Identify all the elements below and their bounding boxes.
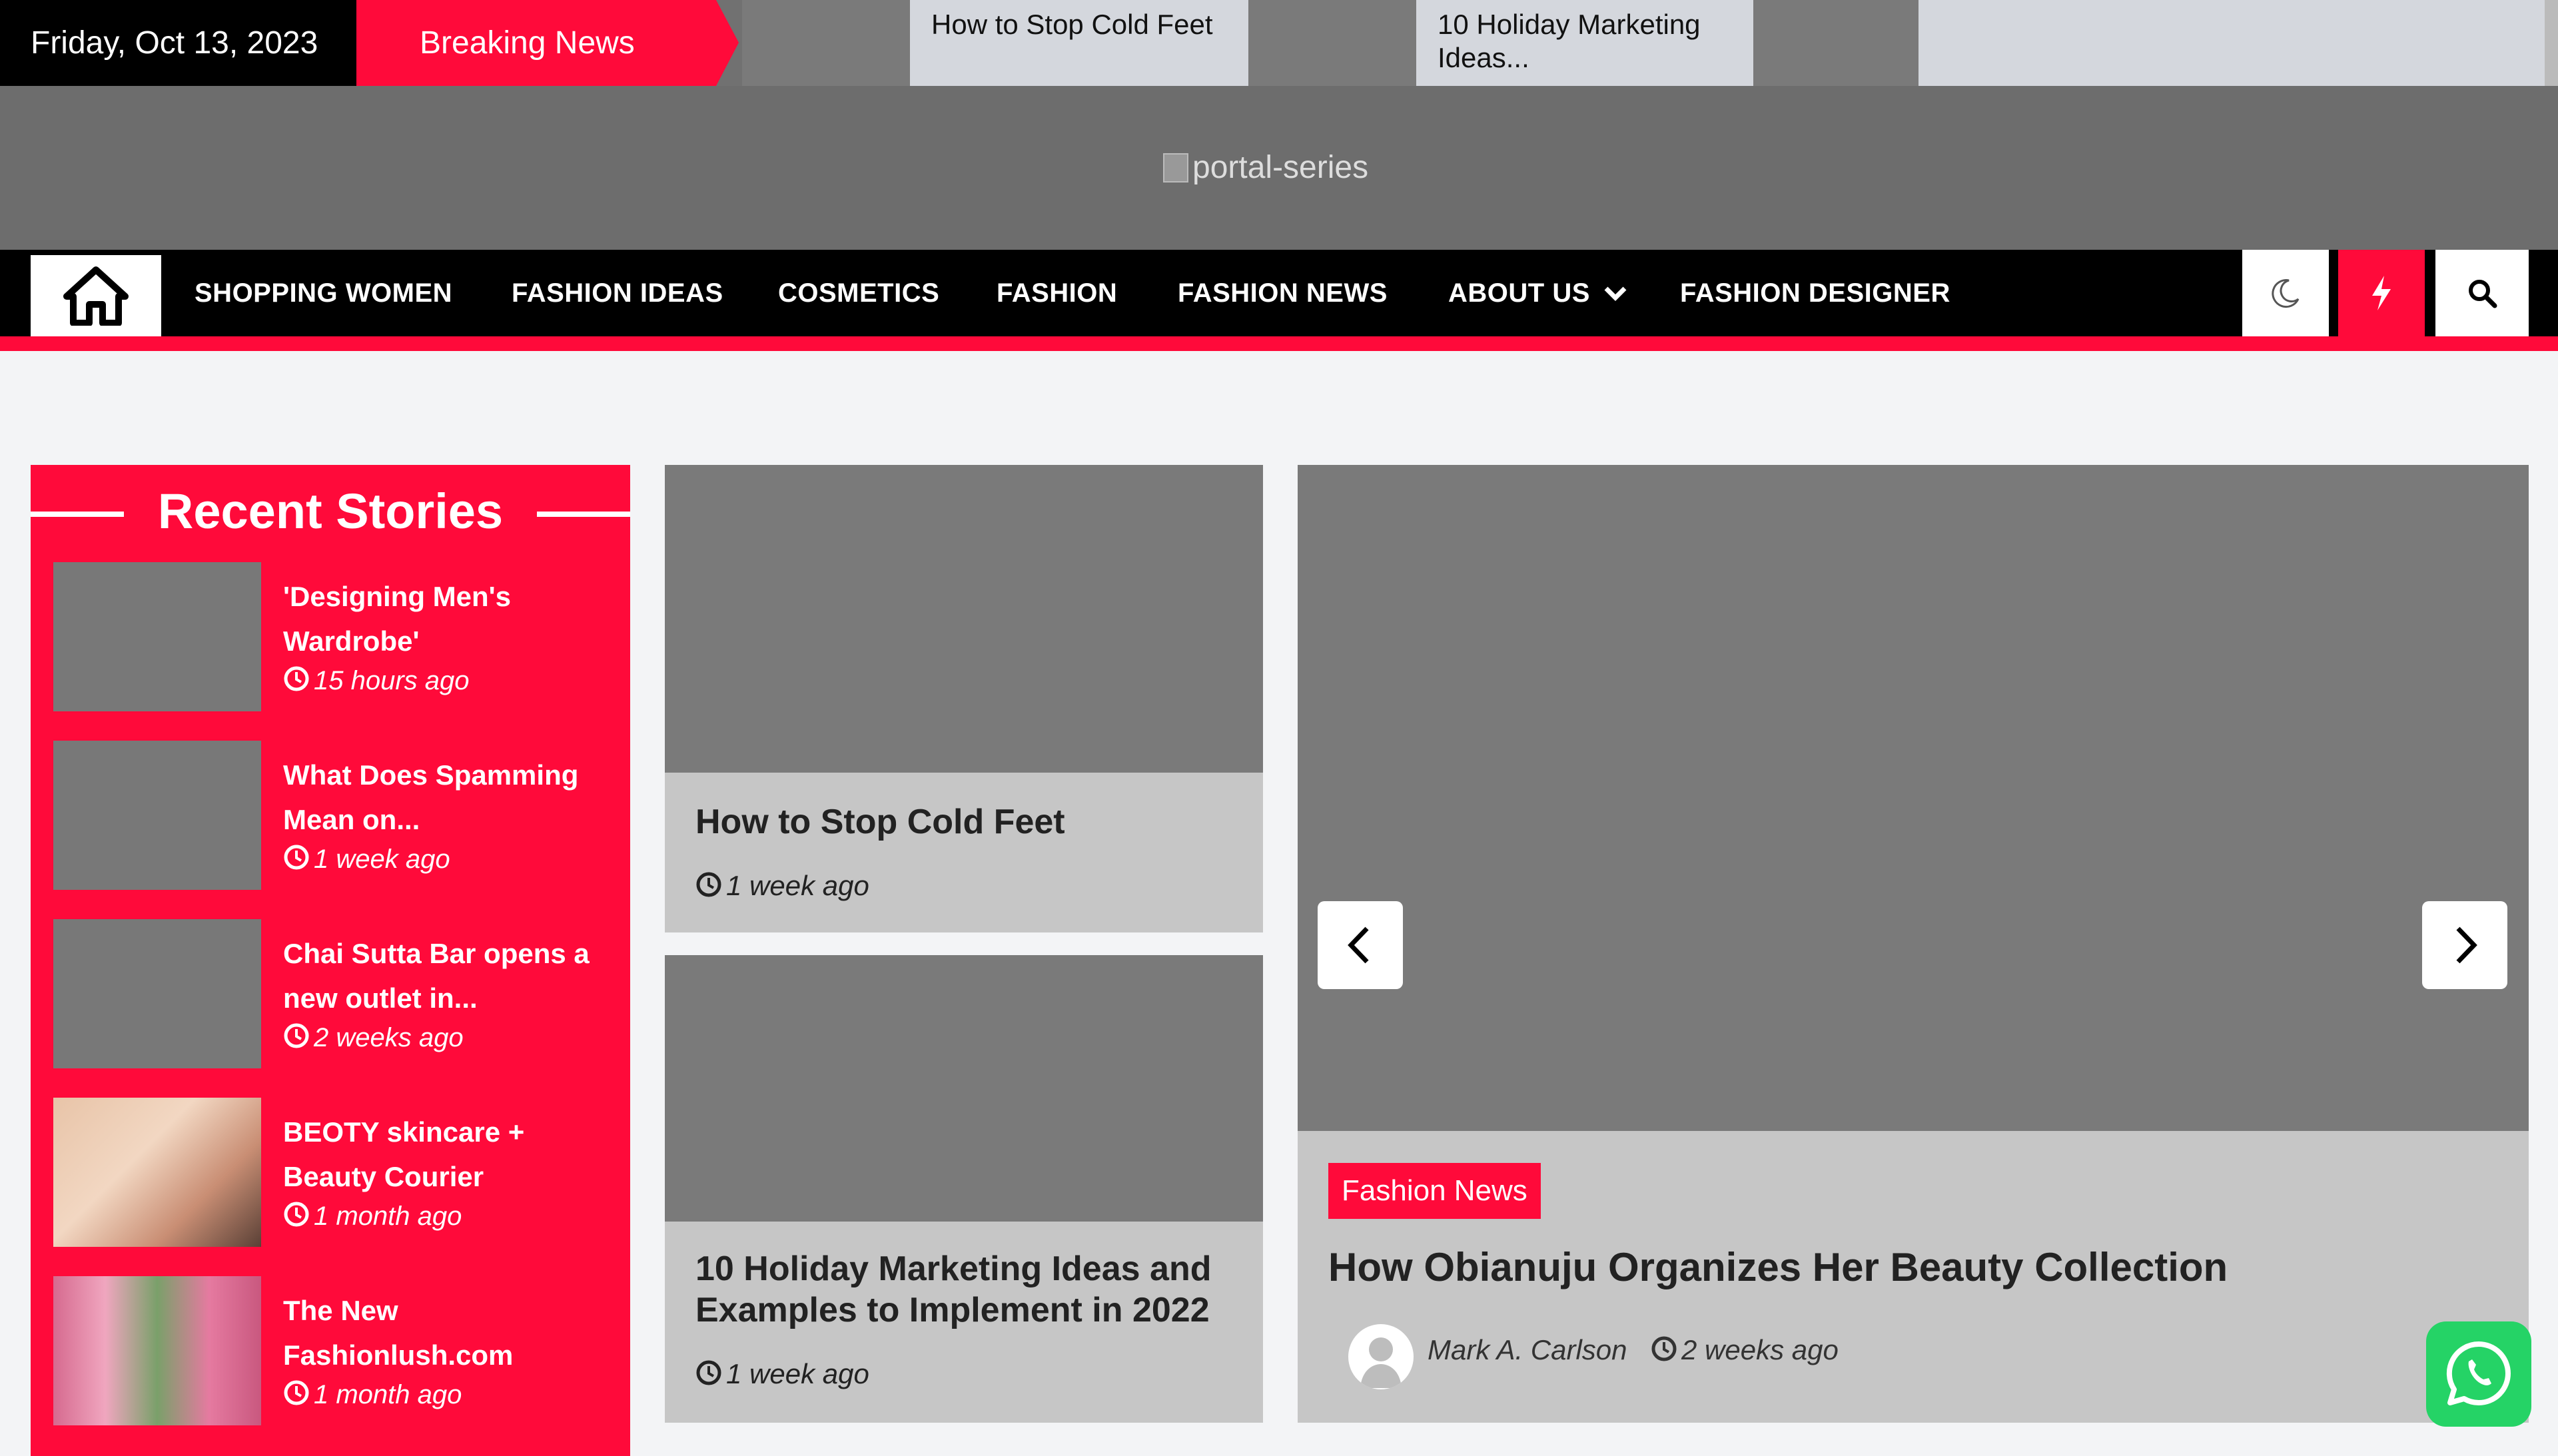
story-time-text: 1 month ago — [314, 1202, 462, 1231]
story-time — [283, 665, 470, 696]
chevron-right-icon — [2445, 922, 2485, 968]
slide-time-text: 2 weeks ago — [1681, 1334, 1839, 1365]
top-bar — [0, 0, 2558, 86]
story-time-text: 2 weeks ago — [314, 1023, 464, 1052]
post-time — [695, 1358, 869, 1390]
author-name[interactable]: Mark A. Carlson — [1428, 1334, 1627, 1365]
nav-item-fashion-ideas[interactable]: FASHION IDEAS — [512, 278, 723, 308]
story-thumbnail[interactable] — [53, 919, 261, 1068]
story-title[interactable]: BEOTY skincare + Beauty Courier — [283, 1116, 525, 1192]
list-item[interactable] — [53, 919, 620, 1068]
dark-mode-toggle[interactable] — [2242, 250, 2329, 336]
clock-icon — [695, 1359, 722, 1386]
nav-item-about-us[interactable] — [1448, 250, 1629, 336]
slider-prev-button[interactable] — [1318, 901, 1403, 989]
chevron-down-icon — [1602, 283, 1629, 303]
slide-image[interactable] — [1298, 465, 2529, 1131]
story-time — [283, 1201, 462, 1232]
whatsapp-icon — [2442, 1337, 2515, 1411]
nav-accent-bar — [0, 336, 2558, 351]
slide-time — [1651, 1334, 1839, 1366]
bolt-icon — [2368, 274, 2395, 312]
clock-icon — [283, 665, 310, 692]
ticker-item[interactable]: 10 Holiday Marketing Ideas... — [1416, 0, 1753, 86]
ticker-item[interactable] — [1918, 0, 2545, 86]
clock-icon — [1651, 1335, 1677, 1362]
story-title[interactable]: The New Fashionlush.com — [283, 1295, 514, 1371]
list-item[interactable] — [53, 741, 620, 890]
nav-item-fashion-designer[interactable]: FASHION DESIGNER — [1680, 278, 1950, 308]
nav-item-fashion[interactable]: FASHION — [997, 278, 1118, 308]
nav-item-fashion-news[interactable]: FASHION NEWS — [1178, 278, 1388, 308]
clock-icon — [283, 1022, 310, 1049]
post-title[interactable]: How to Stop Cold Feet — [695, 803, 1065, 841]
story-title[interactable]: Chai Sutta Bar opens a new outlet in... — [283, 938, 590, 1014]
trending-button[interactable] — [2338, 250, 2425, 336]
post-image[interactable] — [665, 955, 1263, 1222]
site-header — [0, 86, 2558, 250]
story-title[interactable]: 'Designing Men's Wardrobe' — [283, 581, 512, 657]
recent-stories-widget — [31, 465, 630, 1456]
story-thumbnail[interactable] — [53, 1098, 261, 1247]
logo-alt-text: portal-series — [1192, 150, 1369, 185]
ticker-thumb[interactable] — [1248, 0, 1416, 86]
post-image[interactable] — [665, 465, 1263, 773]
story-time — [283, 1379, 462, 1410]
nav-item-shopping-women[interactable]: SHOPPING WOMEN — [195, 278, 453, 308]
site-logo[interactable] — [1163, 149, 1368, 186]
story-title[interactable]: What Does Spamming Mean on... — [283, 759, 579, 835]
story-thumbnail[interactable] — [53, 1276, 261, 1425]
current-date: Friday, Oct 13, 2023 — [0, 0, 356, 86]
post-time-text: 1 week ago — [726, 1358, 869, 1389]
home-button[interactable] — [31, 250, 161, 336]
nav-item-cosmetics[interactable]: COSMETICS — [778, 278, 940, 308]
post-time — [695, 870, 869, 902]
list-item[interactable] — [53, 562, 620, 711]
home-icon — [63, 266, 129, 326]
nav-item-label: ABOUT US — [1448, 278, 1590, 308]
ticker-thumb[interactable] — [742, 0, 910, 86]
post-title[interactable]: 10 Holiday Marketing Ideas and Examples to Implement in 2022 — [695, 1250, 1212, 1329]
main-navigation — [0, 250, 2558, 336]
moon-icon — [2269, 276, 2302, 310]
featured-slider — [1298, 465, 2529, 1423]
clock-icon — [283, 1379, 310, 1406]
chevron-left-icon — [1340, 922, 1380, 968]
search-icon — [2465, 276, 2499, 310]
broken-image-icon — [1163, 153, 1188, 182]
story-time — [283, 1022, 464, 1053]
list-item[interactable] — [53, 1276, 620, 1425]
whatsapp-button[interactable] — [2426, 1321, 2531, 1427]
ticker-item[interactable]: How to Stop Cold Feet — [910, 0, 1248, 86]
story-thumbnail[interactable] — [53, 741, 261, 890]
category-badge[interactable]: Fashion News — [1328, 1163, 1541, 1219]
clock-icon — [283, 1201, 310, 1228]
story-time — [283, 844, 450, 875]
recent-stories-title: Recent Stories — [31, 465, 630, 558]
story-time-text: 1 week ago — [314, 845, 450, 874]
post-card[interactable] — [665, 465, 1263, 932]
clock-icon — [283, 844, 310, 871]
ticker-thumb[interactable] — [1753, 0, 1918, 86]
avatar[interactable] — [1348, 1324, 1414, 1389]
list-item[interactable] — [53, 1098, 620, 1247]
search-button[interactable] — [2435, 250, 2529, 336]
story-thumbnail[interactable] — [53, 562, 261, 711]
story-time-text: 15 hours ago — [314, 666, 470, 695]
slider-next-button[interactable] — [2422, 901, 2507, 989]
slide-title[interactable]: How Obianuju Organizes Her Beauty Collection — [1328, 1245, 2228, 1289]
post-card[interactable] — [665, 955, 1263, 1423]
story-time-text: 1 month ago — [314, 1380, 462, 1409]
user-icon — [1348, 1324, 1414, 1389]
post-time-text: 1 week ago — [726, 870, 869, 901]
clock-icon — [695, 871, 722, 898]
breaking-news-label: Breaking News — [356, 0, 716, 86]
